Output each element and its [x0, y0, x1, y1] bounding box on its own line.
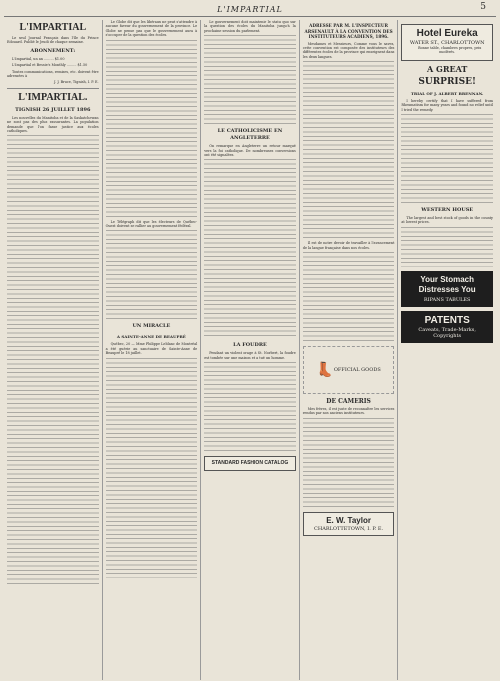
- article-text-block: [401, 114, 493, 204]
- column-3: [201, 20, 300, 680]
- article-headline: ADRESSE PAR M. L'INSPECTEUR ARSENAULT À LA CONVENTION DES INSTITUTEURS ACADIENS, 1896.: [304, 23, 393, 39]
- article-headline: DE CAMERIS: [326, 397, 371, 405]
- paper-title: L'IMPARTIAL: [19, 22, 87, 33]
- patents-advert: [401, 311, 493, 343]
- communications-note: Toutes communications, remises, etc. doivent être adressées à: [7, 69, 99, 79]
- column-5: [398, 20, 496, 680]
- article-headline: UN MIRACLE: [132, 323, 171, 330]
- article-body: Le Télégraph dit que les électeurs de Québec-Ouest doivent se rallier au gouvernement fédéral.: [105, 219, 198, 229]
- article-body: Mesdames et Messieurs, Comme vous le savez, cette convention est composée des instituteurs des différentes écoles de la province qui enseignent dans les deux langues.: [302, 41, 395, 59]
- ripans-advert: [401, 271, 493, 307]
- article-text-block: [7, 315, 99, 495]
- catalog-advert: [204, 456, 296, 471]
- section-title: L'IMPARTIAL.: [18, 91, 88, 103]
- article-body: Il est de notre devoir de travailler à l'avancement de la langue française dans nos écoles.: [302, 241, 395, 250]
- advert-subtitle: CHARLOTTETOWN, I. P. E.: [314, 525, 384, 532]
- article-text-block: [7, 135, 99, 315]
- advert-title: STANDARD FASHION CATALOG: [211, 460, 289, 467]
- divider: [7, 88, 99, 89]
- surprise-headline-2: SURPRISE!: [418, 76, 476, 87]
- article-body: On remarque en Angleterre un retour marqué vers la foi catholique. De nombreuses conversions ont été signalées.: [204, 144, 296, 158]
- advert-line-1: PATENTS: [424, 314, 470, 326]
- article-text-block: [204, 159, 296, 339]
- page-number: 5: [480, 2, 486, 12]
- article-text-block: [106, 538, 198, 578]
- subscription-line-1: L'Impartial, un an ......... $1.00: [12, 56, 65, 61]
- shoe-icon: 👢: [316, 361, 334, 378]
- issue-date: TIGNISH 26 JUILLET 1896: [15, 106, 91, 113]
- hotel-name: Hotel Eureka: [416, 28, 478, 39]
- article-body: Pendant un violent orage à St. Norbert, la foudre est tombée sur une maison et a tué un homme.: [204, 351, 296, 360]
- column-1: [4, 20, 103, 680]
- article-text-block: [106, 230, 198, 320]
- advert-brand: RIPANS TABULES: [423, 296, 471, 303]
- testimonial-text: I hereby certify that I have suffered from Rheumatism for many years and found no relief until I tried the remedy.: [401, 98, 493, 112]
- columns: [4, 20, 496, 680]
- illustration: [303, 346, 395, 394]
- article-text-block: [7, 495, 99, 585]
- article-body: Les nouvelles du Manitoba et de la Saskatchewan ne sont pas des plus rassurantes. La population demande que l'on fasse justice aux écoles catholiques.: [7, 115, 99, 134]
- article-text-block: [204, 362, 296, 452]
- subscription-line-2: L'Impartial et Bessie's Monthly ......... $1.50: [12, 63, 88, 68]
- article-body: Le gouvernement doit maintenir le statu quo sur la question des écoles du Manitoba jusqu'à la prochaine session du parlement.: [204, 20, 296, 33]
- hotel-text: Bonne table, chambres propres, prix modérés.: [418, 46, 482, 55]
- advert-line-2: Distresses You: [418, 284, 476, 294]
- column-2: [103, 20, 202, 680]
- merchant-advert: [303, 512, 395, 536]
- subscription-heading: ABONNEMENT:: [30, 47, 76, 54]
- article-body: Québec, 20 — Mme Philippe Leblanc de Montréal a été guérie au sanctuaire de Sainte-Anne de Beaupré le 18 juillet.: [105, 342, 198, 356]
- article-text-block: [303, 418, 395, 508]
- article-body: Mes frères, il est juste de reconnaître les services rendus par nos anciens instituteurs.: [302, 406, 395, 416]
- advert-line-2: Caveats, Trade-Marks, Copyrights: [418, 326, 476, 339]
- advert-line-1: Your Stomach: [420, 274, 474, 284]
- surprise-headline: A GREAT: [427, 63, 468, 74]
- article-text-block: [106, 40, 198, 220]
- masthead: L'IMPARTIAL: [4, 4, 496, 17]
- hotel-advert: [401, 24, 493, 61]
- article-text-block: [106, 358, 198, 538]
- column-4: [300, 20, 399, 680]
- hotel-address: WATER ST., CHARLOTTOWN: [409, 40, 485, 46]
- article-text-block: [303, 61, 395, 241]
- advert-title: E. W. Taylor: [326, 515, 371, 525]
- article-headline: LE CATHOLICISME EN ANGLETERRE: [217, 128, 283, 142]
- article-text-block: [204, 35, 296, 125]
- article-body: Le Globe dit que les libéraux ne peut s'attendre à aucune faveur du gouvernement de la province. Le Globe ne pense pas que le gouvernement aura à s'occuper de la question des écoles.: [105, 20, 198, 38]
- surprise-subheadline: TRIAL OF J. ALBERT BRENNAN.: [410, 90, 484, 96]
- article-headline: LA FOUDRE: [233, 342, 267, 349]
- illustration-caption: OFFICIAL GOODS: [333, 366, 381, 373]
- intro-text: Le seul Journal Français dans l'Ile du Prince Edouard. Publié le Jeudi de chaque semaine.: [7, 36, 99, 45]
- publisher-address: J. J. Bruce, Tignish, I. P. E.: [54, 80, 99, 85]
- store-name: WESTERN HOUSE: [421, 207, 474, 214]
- article-text-block: [401, 227, 493, 267]
- article-subheadline: A SAINTE-ANNE DE BEAUPRÉ: [116, 334, 186, 340]
- store-text: The largest and best stock of goods in the county at lowest prices.: [401, 216, 493, 225]
- article-text-block: [303, 252, 395, 342]
